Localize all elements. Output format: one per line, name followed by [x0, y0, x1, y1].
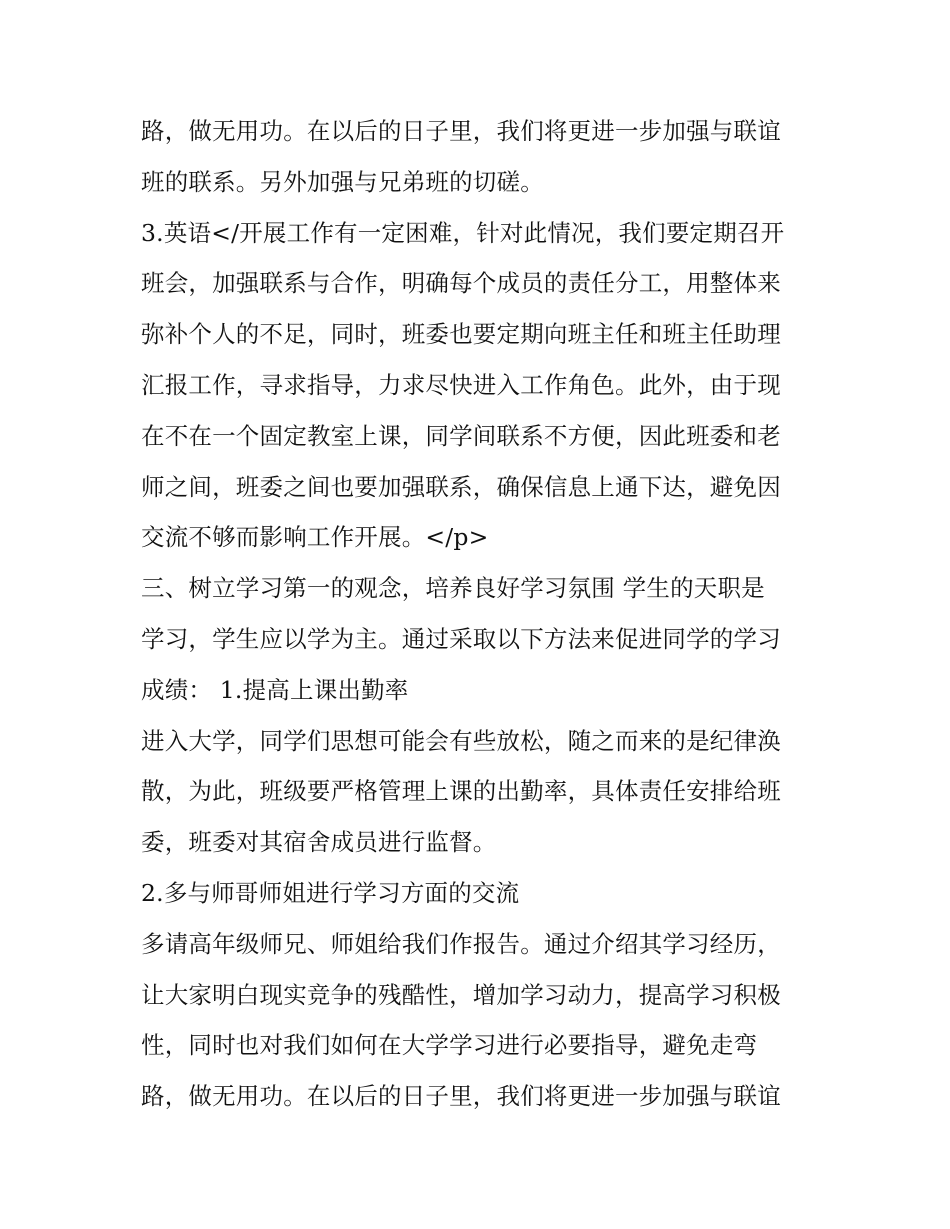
- text-line: 班的联系。另外加强与兄弟班的切磋。: [141, 167, 544, 196]
- text-line: 多请高年级师兄、师姐给我们作报告。通过介绍其学习经历，: [141, 929, 781, 958]
- document-body: [141, 106, 821, 1122]
- text-line: 散，为此，班级要严格管理上课的出勤率，具体责任安排给班: [141, 777, 781, 806]
- text-line: 学习，学生应以学为主。通过采取以下方法来促进同学的学习: [141, 624, 781, 653]
- text-line: 汇报工作，寻求指导，力求尽快进入工作角色。此外，由于现: [141, 370, 781, 399]
- section-heading-line: 三、树立学习第一的观念，培养良好学习氛围 学生的天职是: [141, 574, 765, 603]
- text-line: 在不在一个固定教室上课，同学间联系不方便，因此班委和老: [141, 421, 781, 450]
- text-line: 交流不够而影响工作开展。</p>: [141, 523, 489, 552]
- subheading-line: 2.多与师哥师姐进行学习方面的交流: [141, 878, 520, 907]
- text-line: 进入大学，同学们思想可能会有些放松，随之而来的是纪律涣: [141, 726, 781, 755]
- text-line: 路，做无用功。在以后的日子里，我们将更进一步加强与联谊: [141, 117, 781, 145]
- text-line: 3.英语</开展工作有一定困难，针对此情况，我们要定期召开: [141, 218, 785, 247]
- text-line: 委，班委对其宿舍成员进行监督。: [141, 828, 497, 857]
- text-line: 弥补个人的不足，同时，班委也要定期向班主任和班主任助理: [141, 320, 781, 349]
- text-line: 让大家明白现实竞争的残酷性，增加学习动力，提高学习积极: [141, 980, 781, 1009]
- text-line: 路，做无用功。在以后的日子里，我们将更进一步加强与联谊: [141, 1082, 781, 1111]
- text-line: 师之间，班委之间也要加强联系，确保信息上通下达，避免因: [141, 472, 781, 501]
- subheading-line: 成绩： 1.提高上课出勤率: [141, 675, 409, 704]
- text-line: 性，同时也对我们如何在大学学习进行必要指导，避免走弯: [141, 1031, 758, 1060]
- text-line: 班会，加强联系与合作，明确每个成员的责任分工，用整体来: [141, 269, 781, 298]
